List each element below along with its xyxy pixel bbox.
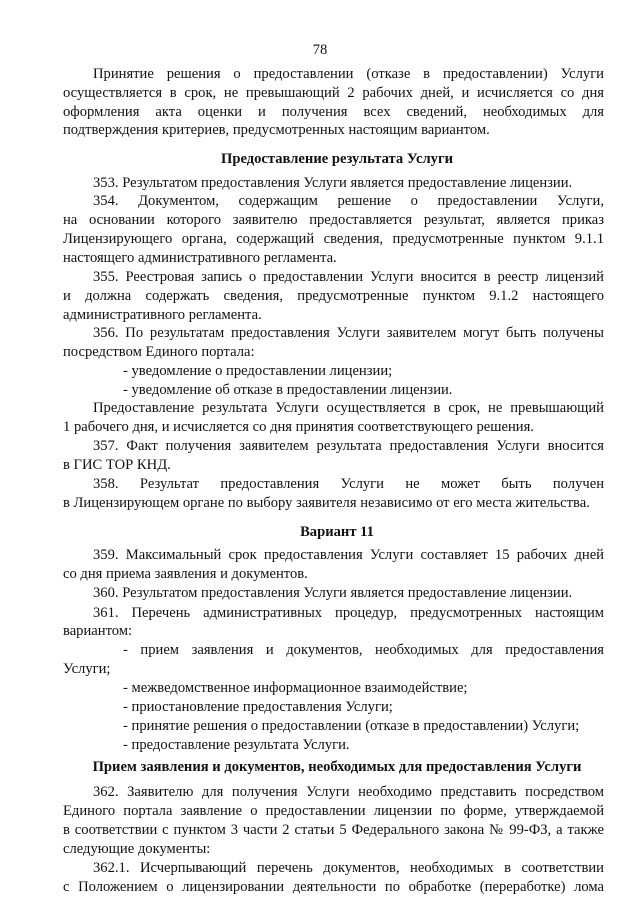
text-line: Лицензирующего органа, содержащий сведения, предусмотренные пунктом 9.1.1 <box>63 231 604 247</box>
text-line: следующие документы: <box>63 841 211 857</box>
text-line: - прием заявления и документов, необходимых для предоставления <box>123 642 604 658</box>
section-heading: Прием заявления и документов, необходимых для предоставления Услуги <box>92 759 582 775</box>
text-line: 353. Результатом предоставления Услуги является предоставление лицензии. <box>93 175 573 191</box>
text-line: оформления акта оценки и получения всех сведений, необходимых для <box>63 104 604 120</box>
text-line: 361. Перечень административных процедур, предусмотренных настоящим <box>93 605 604 621</box>
text-line: на основании которого заявителю предоставляется результат, является приказ <box>63 212 604 228</box>
text-line: в Лицензирующем органе по выбору заявителя независимо от его места жительства. <box>63 495 590 511</box>
text-line: - приостановление предоставления Услуги; <box>123 699 393 715</box>
section-heading: Вариант 11 <box>300 524 374 540</box>
text-line: 356. По результатам предоставления Услуги заявителем могут быть получены <box>93 325 604 341</box>
text-line: посредством Единого портала: <box>63 344 255 360</box>
text-line: административного регламента. <box>63 307 262 323</box>
text-line: 1 рабочего дня, и исчисляется со дня принятия соответствующего решения. <box>63 419 534 435</box>
text-line: подтверждения критериев, предусмотренных настоящим вариантом. <box>63 122 490 138</box>
text-line: Предоставление результата Услуги осуществляется в срок, не превышающий <box>93 400 604 416</box>
text-line: в соответствии с пунктом 3 части 2 статьи 5 Федерального закона № 99-ФЗ, а также <box>63 822 604 838</box>
text-line: Услуги; <box>63 661 111 677</box>
text-line: 362. Заявителю для получения Услуги необходимо представить посредством <box>93 784 604 800</box>
text-line: Единого портала заявление о предоставлении лицензии по форме, утверждаемой <box>63 803 604 819</box>
page-number: 78 <box>312 42 328 58</box>
text-line: с Положением о лицензировании деятельности по обработке (переработке) лома <box>63 879 604 895</box>
text-line: - уведомление об отказе в предоставлении лицензии. <box>123 382 453 398</box>
text-line: 355. Реестровая запись о предоставлении Услуги вносится в реестр лицензий <box>93 269 604 285</box>
text-line: со дня приема заявления и документов. <box>63 566 308 582</box>
text-line: 359. Максимальный срок предоставления Услуги составляет 15 рабочих дней <box>93 547 604 563</box>
text-line: 360. Результатом предоставления Услуги является предоставление лицензии. <box>93 585 573 601</box>
text-line: - принятие решения о предоставлении (отказе в предоставлении) Услуги; <box>123 718 580 734</box>
text-line: - уведомление о предоставлении лицензии; <box>123 363 393 379</box>
text-line: и должна содержать сведения, предусмотренные пунктом 9.1.2 настоящего <box>63 288 604 304</box>
text-line: - предоставление результата Услуги. <box>123 737 350 753</box>
text-line: 358. Результат предоставления Услуги не может быть получен <box>93 476 604 492</box>
text-line: 354. Документом, содержащим решение о предоставлении Услуги, <box>93 193 604 209</box>
text-line: 357. Факт получения заявителем результата предоставления Услуги вносится <box>93 438 604 454</box>
text-line: - межведомственное информационное взаимодействие; <box>123 680 468 696</box>
text-line: в ГИС ТОР КНД. <box>63 457 171 473</box>
text-line: 362.1. Исчерпывающий перечень документов, необходимых в соответствии <box>93 860 604 876</box>
text-line: вариантом: <box>63 623 133 639</box>
text-line: Принятие решения о предоставлении (отказе в предоставлении) Услуги <box>93 66 604 82</box>
section-heading: Предоставление результата Услуги <box>221 151 453 167</box>
text-line: настоящего административного регламента. <box>63 250 337 266</box>
text-line: осуществляется в срок, не превышающий 2 рабочих дней, и исчисляется со дня <box>63 85 604 101</box>
